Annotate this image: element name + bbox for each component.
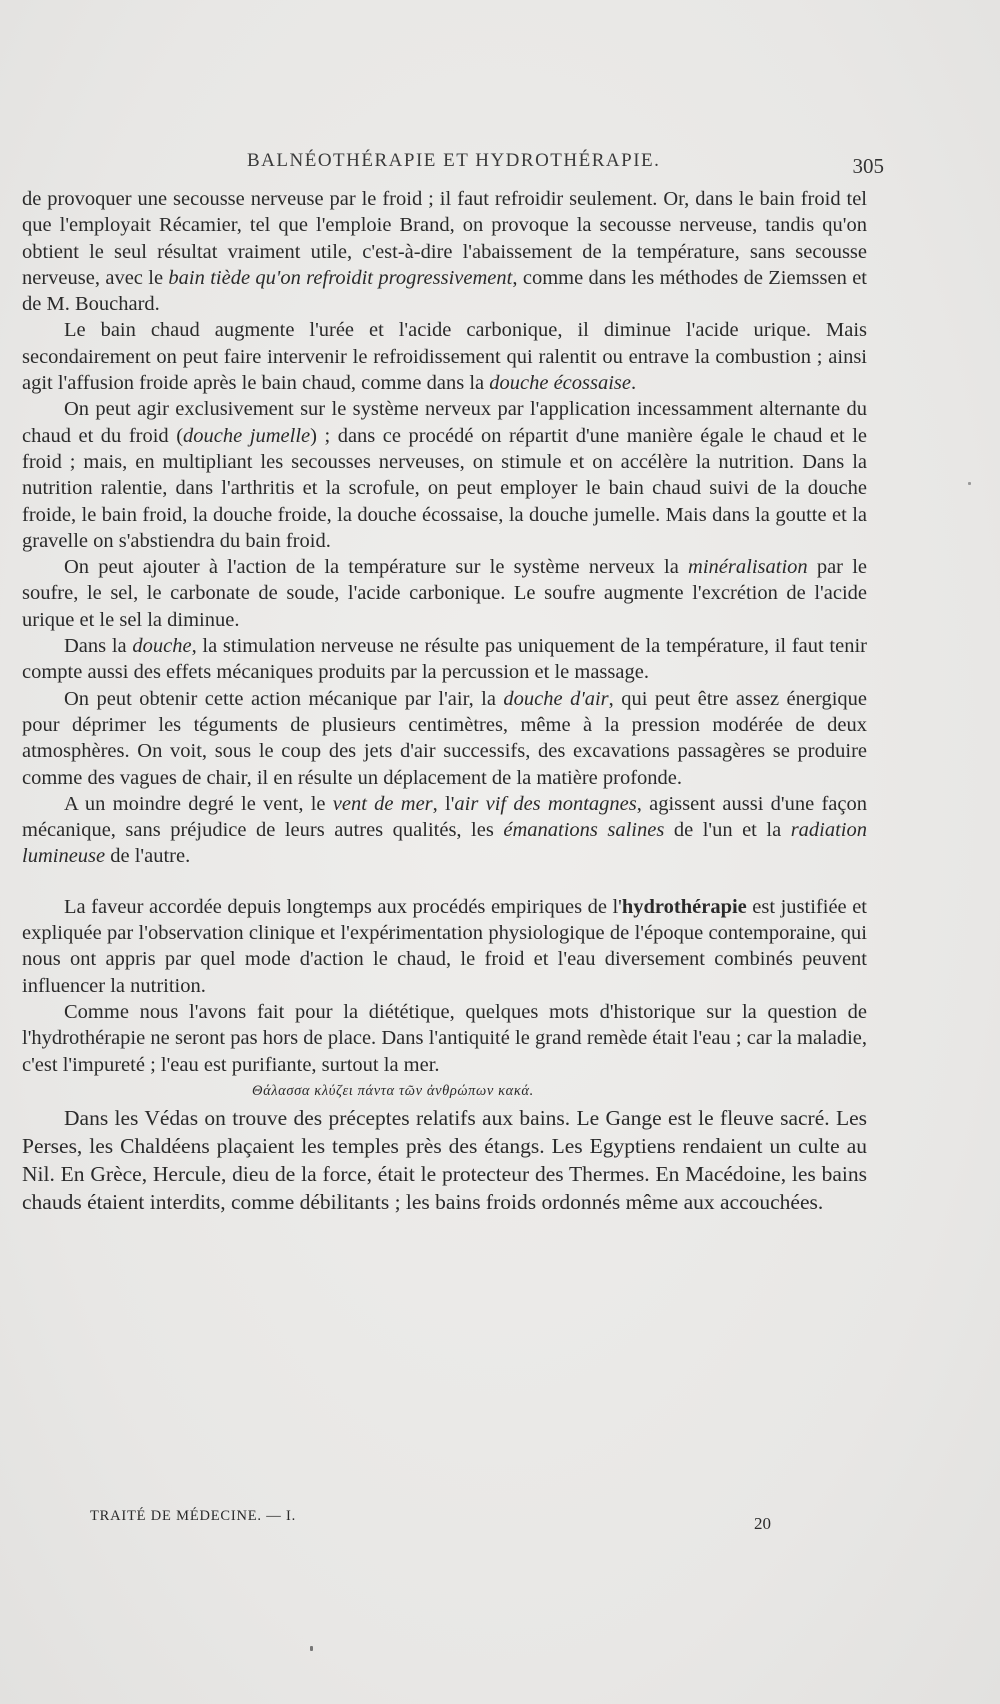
page-header [22,150,884,180]
paragraph-2: Le bain chaud augmente l'urée et l'acide carbonique, il diminue l'acide urique. Mais secondairement on peut faire intervenir le refroidissement qui ralentit ou entrave la combustion ; ainsi agit l'affusion froide après le bain chaud, comme dans la douche écossaise. [22,319,867,395]
paper-speck [968,482,971,485]
body-text [22,186,867,1216]
page-footer [90,1508,790,1538]
paragraph-4: On peut ajouter à l'action de la température sur le système nerveux la minéralisation par le soufre, le sel, le carbonate de soude, l'acide carbonique. Le soufre augmente l'excrétion de l'acide urique et le sel la diminue. [22,556,867,631]
greek-motto: Θάλασσα κλύζει πάντα τῶν ἀνθρώπων κακά. [252,1082,534,1099]
paragraph-10: Dans les Védas on trouve des préceptes relatifs aux bains. Le Gange est le fleuve sacré. Les Perses, les Chaldéens plaçaient les temples près des étangs. Les Egyptiens rendaient un culte au Nil. En Grèce, Hercule, dieu de la force, était le protecteur des Thermes. En Macédoine, les bains chauds étaient interdits, comme débilitants ; les bains froids ordonnés même aux accouchées. [22,1106,867,1215]
signature-mark: TRAITÉ DE MÉDECINE. — I. [90,1508,297,1524]
paragraph-5: Dans la douche, la stimulation nerveuse ne résulte pas uniquement de la température, il faut tenir compte aussi des effets mécaniques produits par la percussion et le massage. [22,635,867,684]
paragraph-1: de provoquer une secousse nerveuse par le froid ; il faut refroidir seulement. Or, dans le bain froid tel que l'employait Récamier, tel que l'emploie Brand, on provoque la secousse nerveuse, tandis qu'on obtient le seul résultat vraiment utile, c'est-à-dire l'abaissement de la température, sans secousse nerveuse, avec le bain tiède qu'on refroidit progressivement, comme dans les méthodes de Ziemssen et de M. Bouchard. [22,188,868,316]
running-title: BALNÉOTHÉRAPIE ET HYDROTHÉRAPIE. [247,150,661,171]
paper-speck [310,1646,313,1651]
paragraph-9: Comme nous l'avons fait pour la diététique, quelques mots d'historique sur la question de l'hydrothérapie ne seront pas hors de place. Dans l'antiquité le grand remède était l'eau ; car la maladie, c'est l'impureté ; l'eau est purifiante, surtout la mer. [22,1000,867,1076]
paragraph-6: On peut obtenir cette action mécanique par l'air, la douche d'air, qui peut être assez énergique pour déprimer les téguments de plusieurs centimètres, même à la pression modérée de deux atmosphères. On voit, sous le coup des jets d'air successifs, des excavations passagères se produire comme des vagues de chair, il en résulte un déplacement de la matière profonde. [22,687,867,789]
page-number: 305 [852,154,884,178]
sheet-number: 20 [754,1514,771,1533]
paragraph-3: On peut agir exclusivement sur le système nerveux par l'application incessamment alternante du chaud et du froid (douche jumelle) ; dans ce procédé on répartit d'une manière égale le chaud et le froid ; mais, en multipliant les secousses nerveuses, on stimule et on accélère la nutrition. Dans la nutrition ralentie, dans l'arthritis et la scrofule, on peut employer le bain chaud suivi de la douche froide, le bain froid, la douche froide, la douche écossaise, la douche jumelle. Mais dans la goutte et la gravelle on s'abstiendra du bain froid. [22,398,867,552]
paragraph-7: A un moindre degré le vent, le vent de mer, l'air vif des montagnes, agissent aussi d'une façon mécanique, sans préjudice de leurs autres qualités, les émanations salines de l'un et la radiation lumineuse de l'autre. [22,792,868,868]
paragraph-8: La faveur accordée depuis longtemps aux procédés empiriques de l'hydrothérapie est justifiée et expliquée par l'observation clinique et l'expérimentation physiologique de l'époque contemporaine, qui nous ont appris par quel mode d'action le chaud, le froid et l'eau diversement combinés peuvent influencer la nutrition. [22,895,867,997]
